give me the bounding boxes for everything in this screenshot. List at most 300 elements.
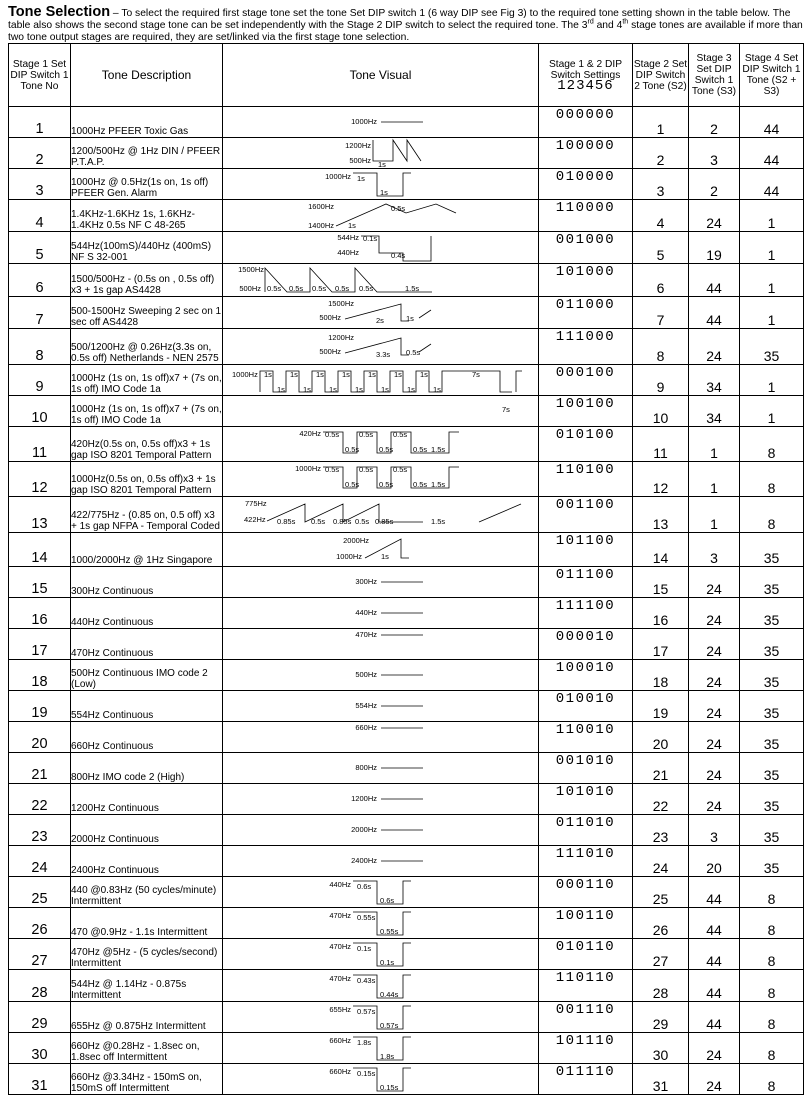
waveform-label: 1000Hz bbox=[231, 370, 258, 379]
waveform-label: 0.5s bbox=[358, 284, 373, 293]
row-tone-number: 15 bbox=[9, 567, 71, 598]
row-tone-number: 25 bbox=[9, 877, 71, 908]
row-tone-visual bbox=[223, 753, 539, 784]
waveform-label: 0.5s bbox=[392, 430, 407, 439]
waveform-label: 440Hz bbox=[354, 608, 377, 617]
row-tone-number: 2 bbox=[9, 138, 71, 169]
table-row bbox=[9, 533, 804, 567]
row-stage2-tone: 24 bbox=[633, 846, 689, 877]
waveform-label: 1s bbox=[367, 370, 376, 379]
waveform-label: 0.15s bbox=[379, 1083, 398, 1092]
waveform-label: 0.5s bbox=[311, 284, 326, 293]
row-stage3-tone: 24 bbox=[689, 567, 740, 598]
waveform-label: 0.85s bbox=[374, 516, 393, 526]
row-dip-setting: 101000 bbox=[539, 264, 633, 297]
row-stage2-tone: 8 bbox=[633, 329, 689, 365]
waveform-label: 1s bbox=[379, 188, 388, 197]
row-tone-number: 18 bbox=[9, 660, 71, 691]
table-row bbox=[9, 908, 804, 939]
waveform-label: 0.5s bbox=[358, 430, 373, 439]
row-tone-number: 26 bbox=[9, 908, 71, 939]
row-stage4-tone: 1 bbox=[740, 232, 804, 264]
row-stage3-tone: 44 bbox=[689, 939, 740, 970]
row-stage3-tone: 24 bbox=[689, 753, 740, 784]
row-tone-visual bbox=[223, 691, 539, 722]
row-tone-description: 470Hz @5Hz - (5 cycles/second) Intermittent bbox=[71, 939, 223, 970]
row-stage3-tone: 2 bbox=[689, 169, 740, 200]
row-tone-description: 1500/500Hz - (0.5s on , 0.5s off) x3 + 1s gap AS4428 bbox=[71, 264, 223, 297]
row-stage4-tone: 35 bbox=[740, 660, 804, 691]
waveform-label: 0.85s bbox=[276, 516, 295, 526]
col-header-dip bbox=[539, 44, 633, 107]
waveform-label: 655Hz bbox=[328, 1005, 351, 1014]
row-tone-number: 21 bbox=[9, 753, 71, 784]
waveform-label: 0.5s bbox=[344, 480, 359, 489]
row-tone-number: 14 bbox=[9, 533, 71, 567]
row-dip-setting: 011110 bbox=[539, 1064, 633, 1095]
row-tone-number: 6 bbox=[9, 264, 71, 297]
waveform-line bbox=[479, 504, 521, 522]
row-stage3-tone: 3 bbox=[689, 815, 740, 846]
row-stage3-tone: 44 bbox=[689, 297, 740, 329]
waveform-label: 7s bbox=[471, 370, 480, 379]
col-header-dip-label: Stage 1 & 2 DIP Switch Settings bbox=[548, 58, 623, 81]
row-stage2-tone: 16 bbox=[633, 598, 689, 629]
row-tone-description: 1200/500Hz @ 1Hz DIN / PFEER P.T.A.P. bbox=[71, 138, 223, 169]
row-tone-number: 4 bbox=[9, 200, 71, 232]
row-tone-number: 12 bbox=[9, 462, 71, 497]
row-stage3-tone: 24 bbox=[689, 1064, 740, 1095]
row-stage2-tone: 26 bbox=[633, 908, 689, 939]
row-tone-visual bbox=[223, 138, 539, 169]
row-tone-number: 31 bbox=[9, 1064, 71, 1095]
row-tone-number: 22 bbox=[9, 784, 71, 815]
intro-sup-th: th bbox=[622, 18, 629, 26]
row-dip-setting: 100100 bbox=[539, 396, 633, 427]
row-tone-visual bbox=[223, 533, 539, 567]
row-dip-setting: 110100 bbox=[539, 462, 633, 497]
row-tone-description: 440 @0.83Hz (50 cycles/minute) Intermittent bbox=[71, 877, 223, 908]
waveform-graphic bbox=[231, 368, 531, 392]
row-stage4-tone: 1 bbox=[740, 396, 804, 427]
col-header-description: Tone Description bbox=[71, 44, 223, 107]
row-stage3-tone: 24 bbox=[689, 1033, 740, 1064]
waveform-label: 1.5s bbox=[430, 480, 445, 489]
row-tone-description: 544Hz(100mS)/440Hz (400mS) NF S 32-001 bbox=[71, 232, 223, 264]
waveform-label: 800Hz bbox=[354, 763, 377, 772]
row-stage4-tone: 8 bbox=[740, 877, 804, 908]
waveform-label: 500Hz bbox=[318, 346, 341, 356]
waveform-label: 1600Hz bbox=[307, 201, 334, 211]
row-tone-number: 11 bbox=[9, 427, 71, 462]
waveform-label: 1200Hz bbox=[327, 332, 354, 342]
waveform-label: 660Hz bbox=[328, 1036, 351, 1045]
row-stage3-tone: 44 bbox=[689, 970, 740, 1002]
table-row bbox=[9, 396, 804, 427]
row-stage2-tone: 27 bbox=[633, 939, 689, 970]
row-tone-visual bbox=[223, 939, 539, 970]
waveform-graphic bbox=[231, 567, 531, 597]
row-stage3-tone: 20 bbox=[689, 846, 740, 877]
row-dip-setting: 001110 bbox=[539, 1002, 633, 1033]
row-tone-description: 500Hz Continuous IMO code 2 (Low) bbox=[71, 660, 223, 691]
table-row bbox=[9, 365, 804, 396]
row-tone-description: 660Hz @3.34Hz - 150mS on, 150mS off Intermittent bbox=[71, 1064, 223, 1095]
row-stage2-tone: 20 bbox=[633, 722, 689, 753]
waveform-label: 544Hz bbox=[336, 232, 359, 242]
row-tone-number: 5 bbox=[9, 232, 71, 264]
row-tone-number: 7 bbox=[9, 297, 71, 329]
waveform-label: 0.6s bbox=[379, 896, 394, 905]
row-tone-description: 420Hz(0.5s on, 0.5s off)x3 + 1s gap ISO 8201 Temporal Pattern bbox=[71, 427, 223, 462]
row-stage4-tone: 8 bbox=[740, 970, 804, 1002]
waveform-graphic bbox=[231, 464, 531, 494]
waveform-label: 0.5s bbox=[390, 203, 405, 213]
waveform-label: 0.5s bbox=[354, 516, 369, 526]
waveform-label: 2s bbox=[375, 315, 384, 325]
waveform-graphic bbox=[231, 598, 531, 628]
row-stage2-tone: 18 bbox=[633, 660, 689, 691]
row-stage4-tone: 8 bbox=[740, 939, 804, 970]
row-dip-setting: 101100 bbox=[539, 533, 633, 567]
waveform-label: 0.5s bbox=[288, 284, 303, 293]
row-tone-number: 13 bbox=[9, 497, 71, 533]
row-stage2-tone: 21 bbox=[633, 753, 689, 784]
waveform-label: 0.4s bbox=[390, 250, 405, 260]
waveform-graphic bbox=[231, 815, 531, 845]
waveform-graphic bbox=[231, 138, 531, 168]
row-stage2-tone: 28 bbox=[633, 970, 689, 1002]
row-dip-setting: 100010 bbox=[539, 660, 633, 691]
row-tone-description: 500/1200Hz @ 0.26Hz(3.3s on, 0.5s off) Netherlands - NEN 2575 bbox=[71, 329, 223, 365]
row-tone-description: 2400Hz Continuous bbox=[71, 846, 223, 877]
waveform-graphic bbox=[231, 233, 531, 263]
row-tone-description: 1000/2000Hz @ 1Hz Singapore bbox=[71, 533, 223, 567]
row-stage4-tone: 35 bbox=[740, 722, 804, 753]
row-tone-number: 30 bbox=[9, 1033, 71, 1064]
row-tone-number: 24 bbox=[9, 846, 71, 877]
row-stage2-tone: 23 bbox=[633, 815, 689, 846]
waveform-label: 0.5s bbox=[412, 480, 427, 489]
waveform-label: 470Hz bbox=[328, 973, 351, 983]
row-tone-description: 655Hz @ 0.875Hz Intermittent bbox=[71, 1002, 223, 1033]
table-row bbox=[9, 722, 804, 753]
waveform-graphic bbox=[231, 784, 531, 814]
row-stage4-tone: 35 bbox=[740, 329, 804, 365]
row-tone-description: 1000Hz @ 0.5Hz(1s on, 1s off) PFEER Gen. Alarm bbox=[71, 169, 223, 200]
row-tone-visual bbox=[223, 1002, 539, 1033]
col-header-stage4: Stage 4 Set DIP Switch 1 Tone (S2 + S3) bbox=[740, 44, 804, 107]
table-row bbox=[9, 427, 804, 462]
waveform-label: 0.5s bbox=[266, 284, 281, 293]
waveform-graphic bbox=[231, 500, 531, 530]
row-dip-setting: 101110 bbox=[539, 1033, 633, 1064]
waveform-graphic bbox=[231, 201, 531, 231]
waveform-label: 1000Hz bbox=[324, 172, 351, 181]
row-stage2-tone: 25 bbox=[633, 877, 689, 908]
waveform-label: 1s bbox=[432, 385, 441, 394]
row-dip-setting: 000100 bbox=[539, 365, 633, 396]
row-tone-description: 660Hz Continuous bbox=[71, 722, 223, 753]
table-row bbox=[9, 1064, 804, 1095]
waveform-label: 2400Hz bbox=[350, 856, 377, 865]
row-stage2-tone: 29 bbox=[633, 1002, 689, 1033]
waveform-label: 1s bbox=[289, 370, 298, 379]
waveform-label: 440Hz bbox=[328, 880, 351, 889]
waveform-label: 440Hz bbox=[336, 247, 359, 257]
waveform-label: 1.8s bbox=[379, 1052, 394, 1061]
row-tone-visual bbox=[223, 200, 539, 232]
col-header-stage1: Stage 1 Set DIP Switch 1 Tone No bbox=[9, 44, 71, 107]
row-stage4-tone: 44 bbox=[740, 138, 804, 169]
waveform-label: 470Hz bbox=[354, 630, 377, 639]
waveform-label: 0.5s bbox=[412, 445, 427, 454]
row-tone-description: 1000Hz(0.5s on, 0.5s off)x3 + 1s gap ISO 8201 Temporal Pattern bbox=[71, 462, 223, 497]
tone-selection-table bbox=[8, 43, 804, 1095]
row-tone-number: 19 bbox=[9, 691, 71, 722]
row-stage2-tone: 30 bbox=[633, 1033, 689, 1064]
waveform-line bbox=[419, 310, 431, 318]
table-row bbox=[9, 297, 804, 329]
row-stage2-tone: 19 bbox=[633, 691, 689, 722]
waveform-label: 0.57s bbox=[379, 1021, 398, 1030]
waveform-label: 0.1s bbox=[379, 958, 394, 967]
waveform-label: 1.5s bbox=[404, 284, 419, 293]
waveform-label: 1s bbox=[302, 385, 311, 394]
row-stage3-tone: 24 bbox=[689, 784, 740, 815]
waveform-label: 1s bbox=[276, 385, 285, 394]
row-tone-visual bbox=[223, 784, 539, 815]
table-row bbox=[9, 264, 804, 297]
row-tone-number: 28 bbox=[9, 970, 71, 1002]
row-dip-setting: 000000 bbox=[539, 107, 633, 138]
row-tone-number: 10 bbox=[9, 396, 71, 427]
row-stage3-tone: 24 bbox=[689, 660, 740, 691]
waveform-label: 0.43s bbox=[356, 975, 375, 985]
waveform-label: 0.5s bbox=[378, 445, 393, 454]
waveform-label: 0.5s bbox=[344, 445, 359, 454]
row-tone-visual bbox=[223, 1064, 539, 1095]
waveform-label: 7s bbox=[501, 405, 510, 414]
row-stage2-tone: 1 bbox=[633, 107, 689, 138]
waveform-label: 0.5s bbox=[334, 284, 349, 293]
row-stage2-tone: 10 bbox=[633, 396, 689, 427]
row-tone-visual bbox=[223, 497, 539, 533]
waveform-label: 470Hz bbox=[328, 942, 351, 951]
row-dip-setting: 010000 bbox=[539, 169, 633, 200]
waveform-line bbox=[373, 140, 421, 161]
waveform-graphic bbox=[231, 298, 531, 328]
waveform-label: 0.44s bbox=[379, 989, 398, 999]
row-dip-setting: 110000 bbox=[539, 200, 633, 232]
row-dip-setting: 010100 bbox=[539, 427, 633, 462]
row-stage2-tone: 6 bbox=[633, 264, 689, 297]
row-stage4-tone: 8 bbox=[740, 1064, 804, 1095]
waveform-label: 300Hz bbox=[354, 577, 377, 586]
waveform-label: 0.5s bbox=[324, 430, 339, 439]
row-tone-description: 1000Hz (1s on, 1s off)x7 + (7s on, 1s off) IMO Code 1a bbox=[71, 365, 223, 396]
waveform-label: 0.5s bbox=[392, 465, 407, 474]
row-stage2-tone: 2 bbox=[633, 138, 689, 169]
table-row bbox=[9, 660, 804, 691]
row-stage2-tone: 14 bbox=[633, 533, 689, 567]
row-stage4-tone: 35 bbox=[740, 815, 804, 846]
table-header-row bbox=[9, 44, 804, 107]
row-tone-visual bbox=[223, 567, 539, 598]
row-tone-description: 554Hz Continuous bbox=[71, 691, 223, 722]
waveform-label: 500Hz bbox=[318, 312, 341, 322]
waveform-label: 1s bbox=[354, 385, 363, 394]
table-row bbox=[9, 877, 804, 908]
row-tone-number: 29 bbox=[9, 1002, 71, 1033]
row-dip-setting: 111010 bbox=[539, 846, 633, 877]
row-dip-setting: 011010 bbox=[539, 815, 633, 846]
waveform-label: 470Hz bbox=[328, 911, 351, 920]
waveform-label: 500Hz bbox=[238, 284, 261, 293]
waveform-graphic bbox=[231, 1002, 531, 1032]
row-stage4-tone: 8 bbox=[740, 908, 804, 939]
waveform-graphic bbox=[231, 722, 531, 752]
row-tone-number: 23 bbox=[9, 815, 71, 846]
waveform-graphic bbox=[231, 429, 531, 459]
row-stage3-tone: 3 bbox=[689, 138, 740, 169]
table-row bbox=[9, 753, 804, 784]
waveform-label: 1500Hz bbox=[327, 298, 354, 308]
row-tone-number: 27 bbox=[9, 939, 71, 970]
row-stage4-tone: 8 bbox=[740, 497, 804, 533]
row-stage3-tone: 2 bbox=[689, 107, 740, 138]
row-tone-description: 800Hz IMO code 2 (High) bbox=[71, 753, 223, 784]
row-tone-description: 1200Hz Continuous bbox=[71, 784, 223, 815]
row-tone-number: 9 bbox=[9, 365, 71, 396]
row-tone-visual bbox=[223, 1033, 539, 1064]
waveform-graphic bbox=[231, 691, 531, 721]
intro-paragraph bbox=[8, 6, 803, 44]
row-stage4-tone: 8 bbox=[740, 427, 804, 462]
row-dip-setting: 011100 bbox=[539, 567, 633, 598]
waveform-line bbox=[516, 371, 522, 392]
row-tone-visual bbox=[223, 815, 539, 846]
waveform-label: 0.5s bbox=[324, 465, 339, 474]
table-row bbox=[9, 846, 804, 877]
waveform-label: 1s bbox=[380, 385, 389, 394]
waveform-label: 1.8s bbox=[356, 1038, 371, 1047]
row-stage3-tone: 24 bbox=[689, 722, 740, 753]
row-stage4-tone: 1 bbox=[740, 297, 804, 329]
row-dip-setting: 100110 bbox=[539, 908, 633, 939]
row-stage4-tone: 35 bbox=[740, 784, 804, 815]
waveform-graphic bbox=[231, 846, 531, 876]
waveform-graphic bbox=[231, 629, 531, 659]
row-stage2-tone: 12 bbox=[633, 462, 689, 497]
waveform-graphic bbox=[231, 169, 531, 199]
row-tone-visual bbox=[223, 908, 539, 939]
intro-text-2: and 4 bbox=[593, 20, 623, 31]
row-tone-description: 1000Hz PFEER Toxic Gas bbox=[71, 107, 223, 138]
waveform-graphic bbox=[231, 107, 531, 137]
waveform-label: 1s bbox=[377, 160, 386, 169]
row-stage3-tone: 1 bbox=[689, 497, 740, 533]
row-stage3-tone: 44 bbox=[689, 877, 740, 908]
waveform-label: 1000Hz bbox=[335, 551, 362, 561]
waveform-label: 0.85s bbox=[332, 516, 351, 526]
row-dip-setting: 010010 bbox=[539, 691, 633, 722]
row-tone-number: 8 bbox=[9, 329, 71, 365]
waveform-label: 500Hz bbox=[348, 156, 371, 165]
waveform-label: 0.5s bbox=[358, 465, 373, 474]
waveform-label: 2000Hz bbox=[342, 535, 369, 545]
waveform-graphic bbox=[231, 1064, 531, 1094]
row-tone-visual bbox=[223, 970, 539, 1002]
row-tone-number: 17 bbox=[9, 629, 71, 660]
row-tone-visual bbox=[223, 629, 539, 660]
row-tone-description: 300Hz Continuous bbox=[71, 567, 223, 598]
row-tone-visual bbox=[223, 264, 539, 297]
waveform-label: 1s bbox=[263, 370, 272, 379]
row-stage4-tone: 8 bbox=[740, 1002, 804, 1033]
row-dip-setting: 111000 bbox=[539, 329, 633, 365]
col-header-dip-digits: 123456 bbox=[557, 77, 614, 94]
row-stage4-tone: 35 bbox=[740, 567, 804, 598]
row-stage3-tone: 24 bbox=[689, 329, 740, 365]
waveform-label: 0.1s bbox=[356, 944, 371, 953]
waveform-label: 1400Hz bbox=[307, 220, 334, 230]
table-body bbox=[9, 107, 804, 1095]
row-tone-visual bbox=[223, 365, 539, 396]
waveform-label: 3.3s bbox=[375, 349, 390, 359]
row-stage2-tone: 3 bbox=[633, 169, 689, 200]
waveform-graphic bbox=[231, 265, 531, 295]
waveform-label: 0.57s bbox=[356, 1007, 375, 1016]
table-row bbox=[9, 598, 804, 629]
waveform-graphic bbox=[231, 939, 531, 969]
waveform-label: 1200Hz bbox=[350, 794, 377, 803]
waveform-graphic bbox=[231, 332, 531, 362]
waveform-graphic bbox=[231, 908, 531, 938]
waveform-label: 1s bbox=[393, 370, 402, 379]
col-header-visual: Tone Visual bbox=[223, 44, 539, 107]
row-stage2-tone: 15 bbox=[633, 567, 689, 598]
row-stage2-tone: 4 bbox=[633, 200, 689, 232]
row-tone-description: 2000Hz Continuous bbox=[71, 815, 223, 846]
row-tone-description: 1.4KHz-1.6KHz 1s, 1.6KHz-1.4KHz 0.5s NF C 48-265 bbox=[71, 200, 223, 232]
waveform-label: 0.5s bbox=[310, 516, 325, 526]
waveform-label: 1500Hz bbox=[237, 265, 264, 274]
row-dip-setting: 000010 bbox=[539, 629, 633, 660]
waveform-label: 0.6s bbox=[356, 882, 371, 891]
row-stage3-tone: 19 bbox=[689, 232, 740, 264]
waveform-label: 1s bbox=[328, 385, 337, 394]
row-stage3-tone: 24 bbox=[689, 691, 740, 722]
row-dip-setting: 010110 bbox=[539, 939, 633, 970]
table-row bbox=[9, 1033, 804, 1064]
row-dip-setting: 101010 bbox=[539, 784, 633, 815]
waveform-label: 1s bbox=[380, 551, 389, 561]
row-stage2-tone: 31 bbox=[633, 1064, 689, 1095]
row-tone-description: 660Hz @0.28Hz - 1.8sec on, 1.8sec off Intermittent bbox=[71, 1033, 223, 1064]
row-stage3-tone: 34 bbox=[689, 365, 740, 396]
table-row bbox=[9, 462, 804, 497]
row-stage2-tone: 7 bbox=[633, 297, 689, 329]
waveform-label: 420Hz bbox=[298, 429, 321, 438]
intro-sup-rd: rd bbox=[587, 18, 594, 26]
row-tone-visual bbox=[223, 232, 539, 264]
row-stage4-tone: 8 bbox=[740, 1033, 804, 1064]
row-stage4-tone: 1 bbox=[740, 365, 804, 396]
waveform-label: 1.5s bbox=[430, 445, 445, 454]
table-row bbox=[9, 200, 804, 232]
row-tone-visual bbox=[223, 427, 539, 462]
